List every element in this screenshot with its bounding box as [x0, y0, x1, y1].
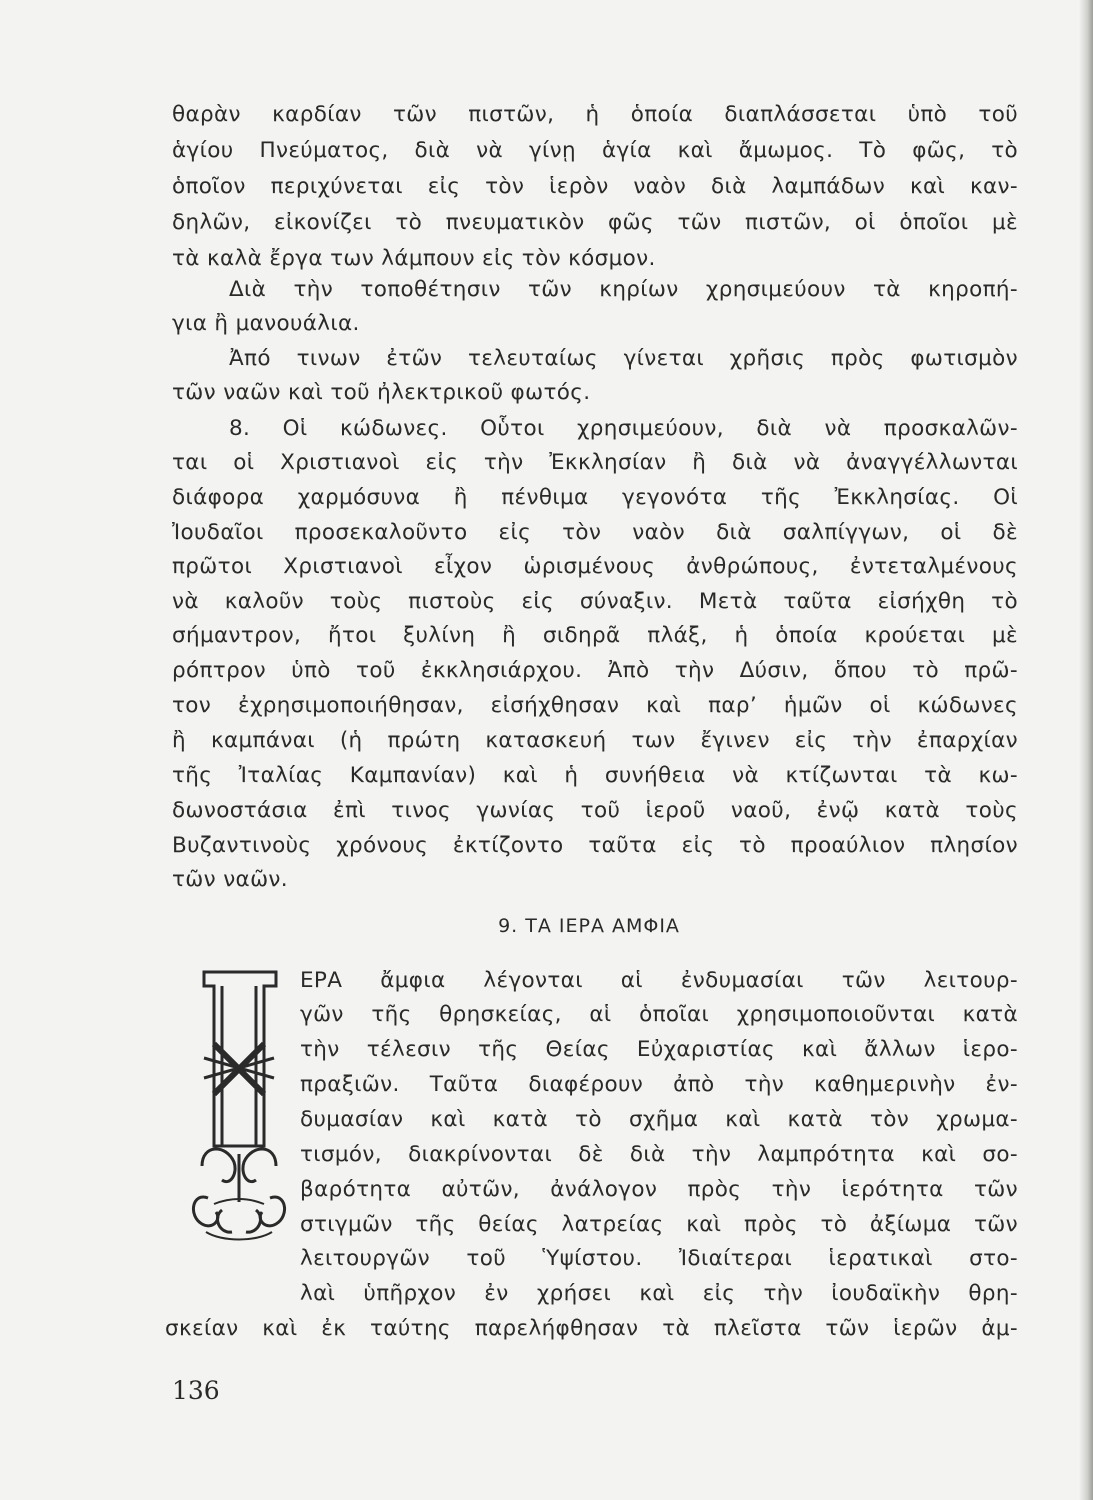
text-line: Ἀπό τινων ἐτῶν τελευταίως γίνεται χρῆσις πρὸς φωτισμὸν [229, 346, 1018, 371]
text-line: λαὶ ὑπῆρχον ἐν χρήσει καὶ εἰς τὴν ἰουδαϊκὴν θρη- [300, 1281, 1018, 1306]
section-heading: 9. ΤΑ ΙΕΡΑ ΑΜΦΙΑ [498, 915, 680, 937]
text-line: τὰ καλὰ ἔργα των λάμπουν εἰς τὸν κόσμον. [172, 246, 656, 271]
decorative-initial-letter [182, 966, 294, 1256]
text-line: Διὰ τὴν τοποθέτησιν τῶν κηρίων χρησιμεύουν τὰ κηροπή- [229, 277, 1018, 302]
text-line: δηλῶν, εἰκονίζει τὸ πνευματικὸν φῶς τῶν πιστῶν, οἱ ὁποῖοι μὲ [172, 210, 1018, 235]
page-number: 136 [172, 1376, 220, 1405]
text-line: διάφορα χαρμόσυνα ἢ πένθιμα γεγονότα τῆς Ἐκκλησίας. Οἱ [172, 485, 1018, 510]
text-line: ἢ καμπάναι (ἡ πρώτη κατασκευή των ἔγινεν εἰς τὴν ἐπαρχίαν [172, 728, 1018, 753]
text-line: ΕΡΑ ἄμφια λέγονται αἱ ἐνδυμασίαι τῶν λειτουρ- [300, 968, 1018, 993]
text-line: τῶν ναῶν. [172, 867, 288, 892]
text-line: για ἢ μανουάλια. [172, 311, 360, 336]
text-line: Ἰουδαῖοι προσεκαλοῦντο εἰς τὸν ναὸν διὰ σαλπίγγων, οἱ δὲ [172, 520, 1018, 545]
text-line: ρόπτρον ὑπὸ τοῦ ἐκκλησιάρχου. Ἀπὸ τὴν Δύσιν, ὅπου τὸ πρῶ- [172, 658, 1018, 683]
text-line: πραξιῶν. Ταῦτα διαφέρουν ἀπὸ τὴν καθημερινὴν ἐν- [300, 1072, 1018, 1097]
text-line: σήμαντρον, ἤτοι ξυλίνη ἢ σιδηρᾶ πλάξ, ἡ ὁποία κρούεται μὲ [172, 623, 1018, 648]
text-line: νὰ καλοῦν τοὺς πιστοὺς εἰς σύναξιν. Μετὰ ταῦτα εἰσήχθη τὸ [172, 589, 1018, 614]
text-line: στιγμῶν τῆς θείας λατρείας καὶ πρὸς τὸ ἀξίωμα τῶν [300, 1212, 1018, 1237]
text-line: ται οἱ Χριστιανοὶ εἰς τὴν Ἐκκλησίαν ἢ διὰ νὰ ἀναγγέλλωνται [172, 450, 1018, 475]
text-line: θαρὰν καρδίαν τῶν πιστῶν, ἡ ὁποία διαπλάσσεται ὑπὸ τοῦ [172, 102, 1018, 127]
text-line: γῶν τῆς θρησκείας, αἱ ὁποῖαι χρησιμοποιοῦνται κατὰ [300, 1002, 1018, 1027]
text-line: λειτουργῶν τοῦ Ὑψίστου. Ἰδιαίτεραι ἱερατικαὶ στο- [300, 1246, 1018, 1271]
text-line: βαρότητα αὐτῶν, ἀνάλογον πρὸς τὴν ἱερότητα τῶν [300, 1177, 1018, 1202]
text-line: πρῶτοι Χριστιανοὶ εἶχον ὡρισμένους ἀνθρώπους, ἐντεταλμένους [172, 554, 1018, 579]
text-line: ἁγίου Πνεύματος, διὰ νὰ γίνῃ ἁγία καὶ ἄμωμος. Τὸ φῶς, τὸ [172, 138, 1018, 163]
text-line: τὴν τέλεσιν τῆς Θείας Εὐχαριστίας καὶ ἄλλων ἱερο- [300, 1037, 1018, 1062]
text-line: τῆς Ἰταλίας Καμπανίαν) καὶ ἡ συνήθεια νὰ κτίζωνται τὰ κω- [172, 763, 1018, 788]
text-line: δυμασίαν καὶ κατὰ τὸ σχῆμα καὶ κατὰ τὸν χρωμα- [300, 1107, 1018, 1132]
text-line: σκείαν καὶ ἐκ ταύτης παρελήφθησαν τὰ πλεῖστα τῶν ἱερῶν ἀμ- [165, 1316, 1018, 1341]
text-line: ὁποῖον περιχύνεται εἰς τὸν ἱερὸν ναὸν διὰ λαμπάδων καὶ καν- [172, 174, 1018, 199]
text-line: τῶν ναῶν καὶ τοῦ ἠλεκτρικοῦ φωτός. [172, 380, 591, 405]
text-line: Βυζαντινοὺς χρόνους ἐκτίζοντο ταῦτα εἰς τὸ προαύλιον πλησίον [172, 833, 1018, 858]
text-line: δωνοστάσια ἐπὶ τινος γωνίας τοῦ ἱεροῦ ναοῦ, ἐνῷ κατὰ τοὺς [172, 798, 1018, 823]
text-line: τισμόν, διακρίνονται δὲ διὰ τὴν λαμπρότητα καὶ σο- [300, 1142, 1018, 1167]
text-line: τον ἐχρησιμοποιήθησαν, εἰσήχθησαν καὶ παρ’ ἡμῶν οἱ κώδωνες [172, 693, 1018, 718]
text-line: 8. Οἱ κώδωνες. Οὗτοι χρησιμεύουν, διὰ νὰ προσκαλῶν- [229, 416, 1018, 441]
